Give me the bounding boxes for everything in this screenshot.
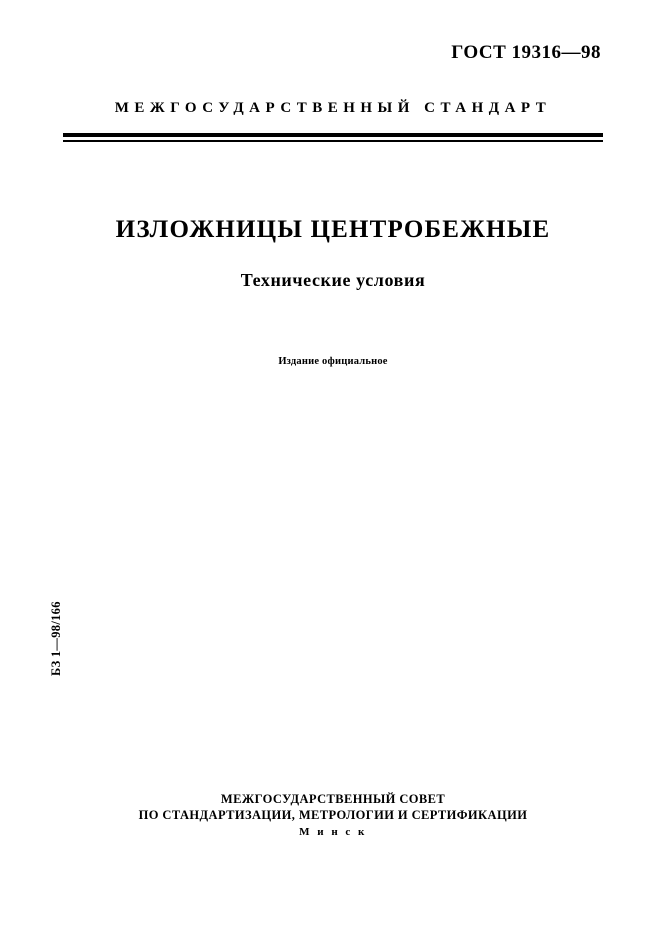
interstate-standard-label: МЕЖГОСУДАРСТВЕННЫЙ СТАНДАРТ <box>114 100 552 116</box>
footer-city: М и н с к <box>299 826 367 838</box>
footer-council-line2: ПО СТАНДАРТИЗАЦИИ, МЕТРОЛОГИИ И СЕРТИФИКАЦИИ <box>138 808 528 822</box>
footer-council-line1: МЕЖГОСУДАРСТВЕННЫЙ СОВЕТ <box>220 792 446 806</box>
header-rule-thin <box>63 140 603 142</box>
gost-number: ГОСТ 19316—98 <box>451 42 601 63</box>
official-edition-label: Издание официальное <box>278 356 388 367</box>
side-registration-code: БЗ 1—98/166 <box>49 601 63 676</box>
page-subtitle: Технические условия <box>240 270 426 290</box>
page-title: ИЗЛОЖНИЦЫ ЦЕНТРОБЕЖНЫЕ <box>115 216 551 243</box>
header-rule-thick <box>63 133 603 137</box>
footer-block <box>63 791 603 841</box>
